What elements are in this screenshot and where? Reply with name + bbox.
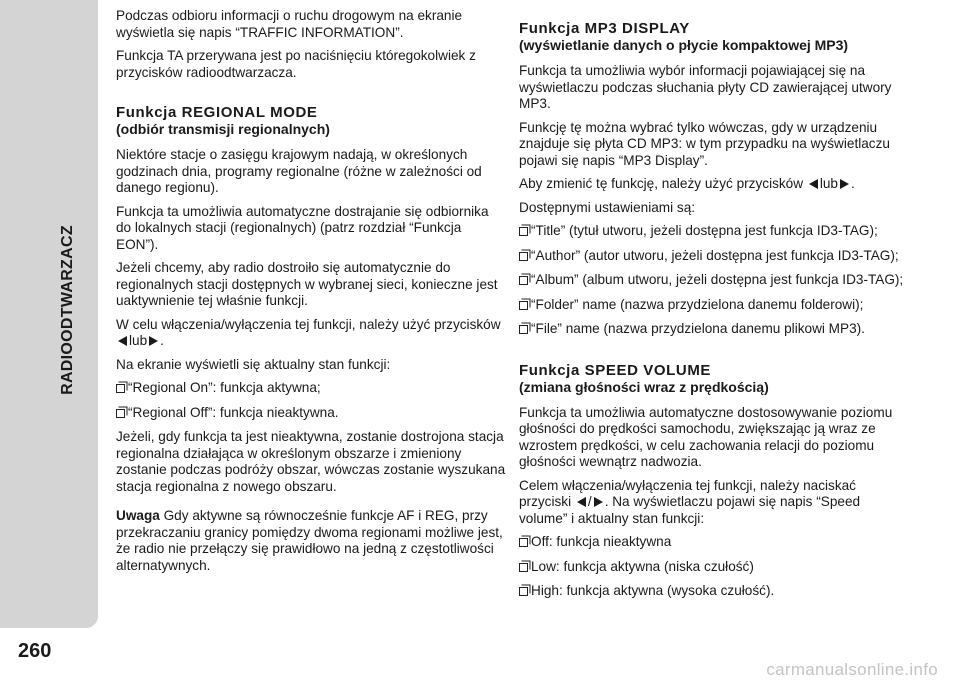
watermark: carmanualsonline.info	[766, 660, 938, 679]
paragraph: Funkcja ta umożliwia automatyczne dostrajanie się odbiornika do lokalnych stacji (regionalnych) (patrz rozdział “Funkcja EON”).	[116, 203, 489, 252]
arrow-left-icon	[577, 497, 586, 507]
list-item	[116, 380, 506, 397]
arrow-right-icon	[840, 179, 849, 189]
checkbox-bullet-icon	[519, 252, 528, 261]
note-text: Gdy aktywne są równocześnie funkcje AF i REG, przy przekraczaniu granicy pomiędzy dwoma regionami możliwe jest, że radio nie przełączy się prawidłowo na jedną z częstotliwości alternatywnych.	[116, 508, 503, 573]
paragraph: Na ekranie wyświetli się aktualny stan funkcji:	[116, 356, 391, 372]
paragraph: Funkcja ta umożliwia automatyczne dostosowywanie poziomu głośności do prędkości samochodu, zwiększając ją wraz ze wzrostem prędkości, w celu zachowania relacji do poziomu głośności wewnątrz nadwozia.	[519, 404, 893, 469]
section-label: RADIOODTWARZACZ	[59, 225, 76, 395]
paragraph: Podczas odbioru informacji o ruchu drogowym na ekranie wyświetla się napis “TRAFFIC INFORMATION”.	[116, 8, 463, 40]
checkbox-bullet-icon	[519, 227, 528, 236]
list-item	[519, 223, 909, 240]
paragraph-with-arrows	[519, 478, 909, 528]
section-subheading: (wyświetlanie danych o płycie kompaktowej MP3)	[519, 37, 849, 53]
or-text: lub	[819, 176, 838, 191]
paragraph-text: W celu włączenia/wyłączenia tej funkcji, należy użyć przycisków	[116, 316, 501, 332]
sidebar-tab	[0, 0, 98, 628]
period-text: .	[160, 333, 164, 348]
list-item-text: “Regional Off”: funkcja nieaktywna.	[128, 404, 339, 420]
checkbox-bullet-icon	[116, 409, 125, 418]
or-text: lub	[129, 333, 148, 348]
list-item	[519, 534, 909, 551]
list-item	[519, 297, 909, 314]
checkbox-bullet-icon	[519, 325, 528, 334]
list-item-text: High: funkcja aktywna (wysoka czułość).	[531, 583, 775, 598]
list-item-text: “Album” (album utworu, jeżeli dostępna jest funkcja ID3-TAG);	[531, 272, 904, 287]
section-subheading: (zmiana głośności wraz z prędkością)	[519, 378, 769, 395]
paragraph-text-end: . Na wyświetlaczu pojawi się napis “Speed volume” i aktualny stan funkcji:	[519, 494, 861, 526]
checkbox-bullet-icon	[519, 276, 528, 285]
paragraph: Jeżeli, gdy funkcja ta jest nieaktywna, zostanie dostrojona stacja regionalna działająca w określonym obszarze i zmieniony zostanie podczas podróży obszar, wówczas zostanie wyszukana stacja regionalna z nowego obszaru.	[116, 429, 506, 494]
arrow-left-icon	[118, 336, 127, 346]
list-item-text: Low: funkcja aktywna (niska czułość)	[531, 558, 754, 574]
paragraph-with-arrows	[116, 317, 506, 350]
section-subheading: (odbiór transmisji regionalnych)	[116, 121, 330, 137]
checkbox-bullet-icon	[519, 587, 528, 596]
arrow-right-icon	[594, 497, 603, 507]
slash-text: /	[587, 494, 592, 509]
checkbox-bullet-icon	[519, 301, 528, 310]
paragraph: Funkcję tę można wybrać tylko wówczas, gdy w urządzeniu znajduje się płyta CD MP3: w tym przypadku na wyświetlaczu pojawi się napis “MP3 Display”.	[519, 119, 890, 168]
arrow-left-icon	[809, 179, 818, 189]
section-heading: Funkcja SPEED VOLUME	[519, 361, 712, 379]
note-paragraph	[116, 508, 506, 574]
section-heading: Funkcja MP3 DISPLAY	[519, 20, 690, 37]
right-column	[519, 8, 909, 608]
list-item-text: “Folder” name (nazwa przydzielona danemu folderowi);	[531, 296, 864, 312]
paragraph: Dostępnymi ustawieniami są:	[519, 199, 696, 215]
paragraph: Niektóre stacje o zasięgu krajowym nadają, w określonych godzinach dnia, programy regionalne (różne w zależności od danego regionu).	[116, 147, 482, 195]
checkbox-bullet-icon	[116, 384, 125, 393]
paragraph: Funkcja ta umożliwia wybór informacji pojawiającej się na wyświetlaczu podczas słuchania płyty CD zawierającej utwory MP3.	[519, 63, 892, 111]
list-item-text: “File” name (nazwa przydzielona danemu plikowi MP3).	[531, 321, 865, 336]
page-number: 260	[18, 640, 52, 662]
list-item	[519, 248, 909, 265]
paragraph: Funkcja TA przerywana jest po naciśnięciu któregokolwiek z przycisków radioodtwarzacza.	[116, 48, 476, 80]
list-item	[519, 583, 909, 600]
paragraph-with-arrows	[519, 176, 909, 193]
list-item	[519, 559, 909, 576]
arrow-right-icon	[149, 336, 158, 346]
left-column	[116, 8, 506, 581]
checkbox-bullet-icon	[519, 538, 528, 547]
list-item-text: “Title” (tytuł utworu, jeżeli dostępna jest funkcja ID3-TAG);	[531, 223, 878, 238]
paragraph-text: Celem włączenia/wyłączenia tej funkcji, należy naciskać przyciski	[519, 477, 856, 509]
list-item	[519, 321, 909, 338]
paragraph-text: Aby zmienić tę funkcję, należy użyć przycisków	[519, 176, 804, 191]
paragraph: Jeżeli chcemy, aby radio dostroiło się automatycznie do regionalnych stacji dostępnych w wybranej sieci, konieczne jest uaktywnienie tej właśnie funkcji.	[116, 260, 498, 308]
list-item	[116, 405, 506, 422]
period-text: .	[850, 176, 855, 191]
list-item-text: Off: funkcja nieaktywna	[531, 534, 672, 549]
checkbox-bullet-icon	[519, 563, 528, 572]
section-heading: Funkcja REGIONAL MODE	[116, 104, 318, 121]
list-item-text: “Regional On”: funkcja aktywna;	[128, 380, 321, 395]
list-item-text: “Author” (autor utworu, jeżeli dostępna jest funkcja ID3-TAG);	[531, 247, 899, 263]
note-label: Uwaga	[116, 508, 160, 523]
list-item	[519, 272, 909, 289]
